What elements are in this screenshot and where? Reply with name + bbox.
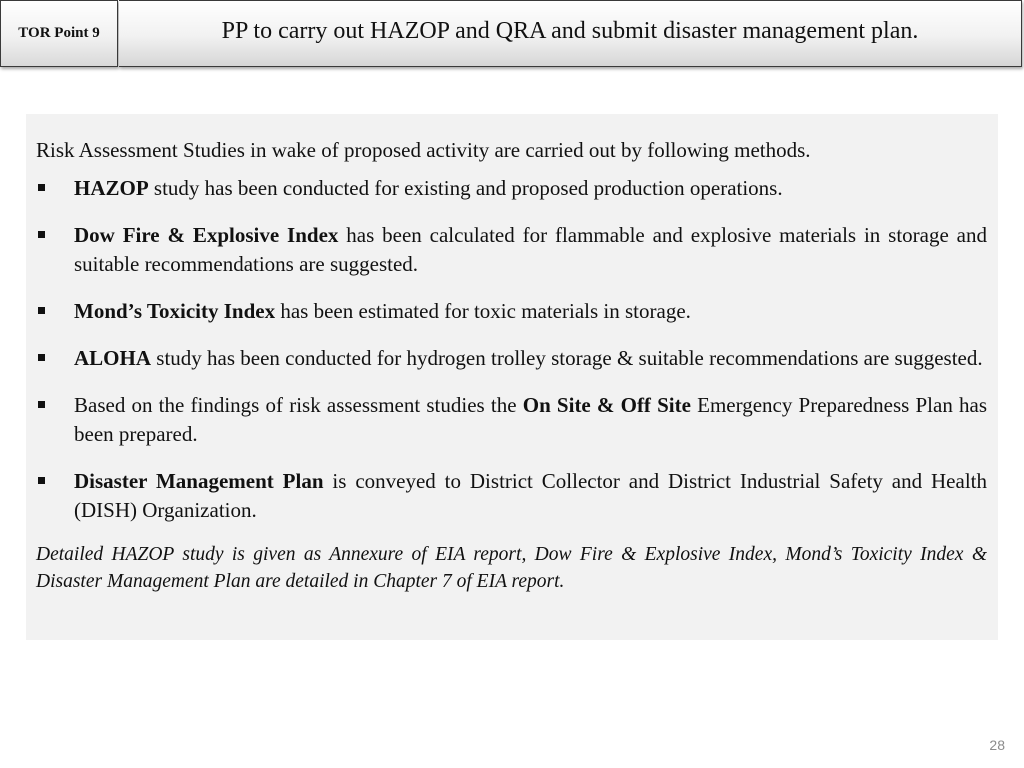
bullet-text: has been calculated for flammable and explosive materials in storage and suitable recommendations are suggested.: [74, 223, 987, 276]
bullet-text: is conveyed to District Collector and District Industrial Safety and Health (DISH) Organization.: [74, 469, 987, 522]
tor-point-label: TOR Point 9: [0, 0, 118, 67]
bullet-disaster-management-plan: [36, 467, 987, 525]
square-bullet-icon: [38, 307, 45, 314]
bullet-monds-toxicity-index: [36, 297, 987, 326]
bullet-text: Emergency Preparedness Plan has been prepared.: [74, 393, 988, 446]
bullet-text: Based on the findings of risk assessment studies the: [74, 393, 523, 417]
bullet-text: has been estimated for toxic materials in storage.: [275, 299, 691, 323]
square-bullet-icon: [38, 477, 45, 484]
bullet-aloha: [36, 344, 987, 373]
bullet-bold-text: ALOHA: [74, 346, 152, 370]
bullet-bold-text: HAZOP: [74, 176, 149, 200]
content-panel: [26, 114, 998, 640]
page-number: 28: [989, 737, 1005, 753]
square-bullet-icon: [38, 184, 45, 191]
bullet-bold-text: Disaster Management Plan: [74, 469, 324, 493]
bullet-text: study has been conducted for hydrogen trolley storage & suitable recommendations are suggested.: [151, 346, 983, 370]
bullet-list: [36, 174, 987, 525]
bullet-bold-text: Mond’s Toxicity Index: [74, 299, 276, 323]
annexure-note: Detailed HAZOP study is given as Annexure of EIA report, Dow Fire & Explosive Index, Mond’s Toxicity Index & Disaster Management Plan are detailed in Chapter 7 of EIA report.: [36, 544, 987, 592]
bullet-hazop: [36, 174, 987, 203]
bullet-bold-text: Dow Fire & Explosive Index: [74, 223, 339, 247]
square-bullet-icon: [38, 354, 45, 361]
bullet-dow-fire-index: [36, 221, 987, 279]
square-bullet-icon: [38, 231, 45, 238]
bullet-text: study has been conducted for existing and proposed production operations.: [148, 176, 783, 200]
slide-title: PP to carry out HAZOP and QRA and submit disaster management plan.: [119, 0, 1022, 67]
slide-header: [0, 0, 1022, 68]
bullet-bold-text: On Site & Off Site: [522, 393, 691, 417]
bullet-emergency-plan: [36, 391, 987, 449]
intro-text: Risk Assessment Studies in wake of proposed activity are carried out by following methods.: [36, 138, 811, 162]
square-bullet-icon: [38, 401, 45, 408]
